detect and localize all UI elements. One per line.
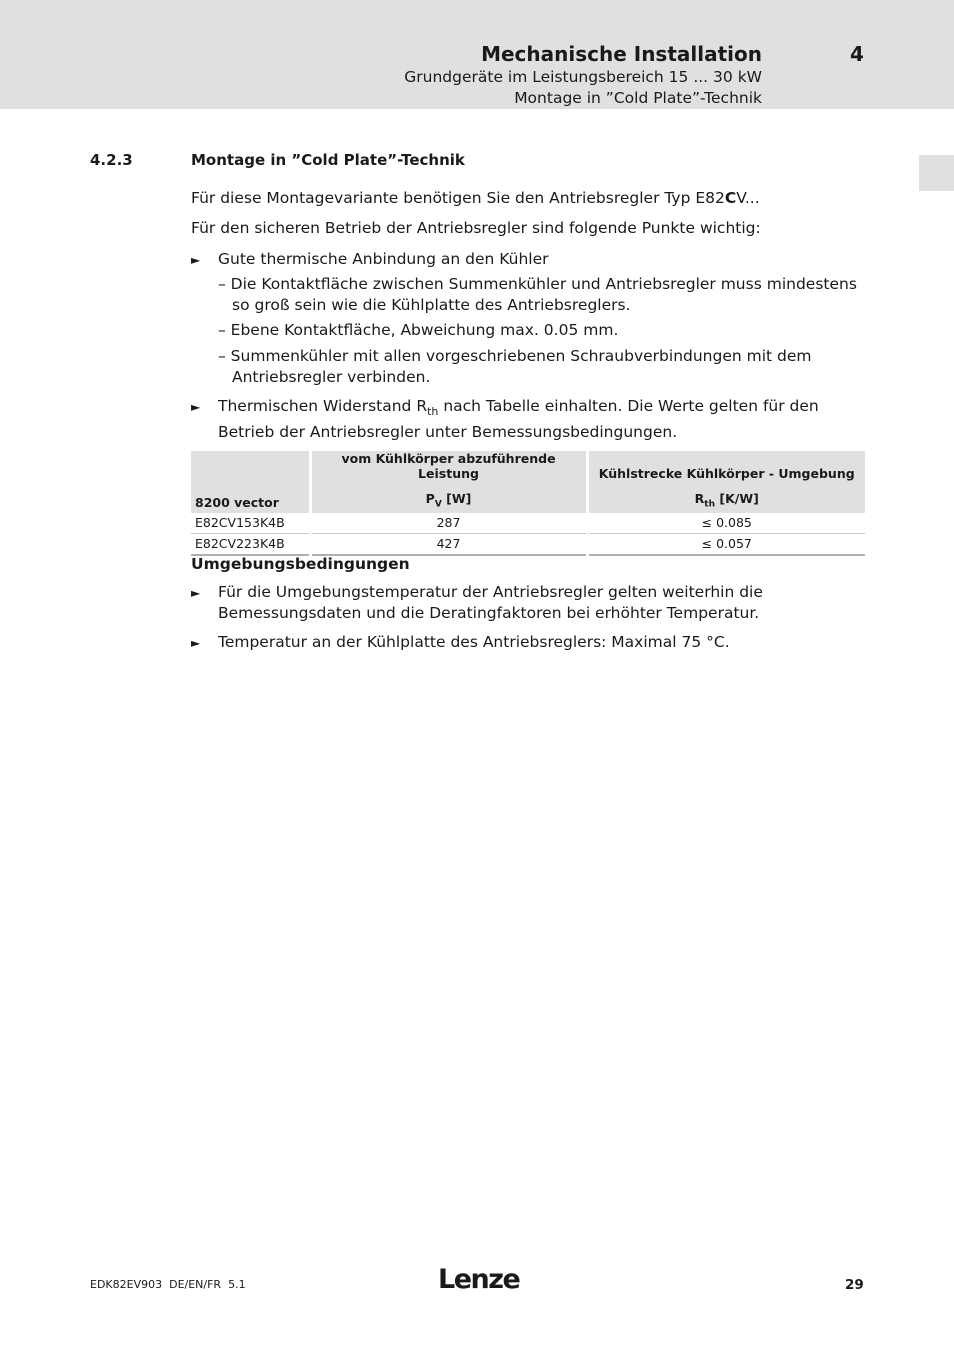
bullet-item-thermal-resistance: Thermischen Widerstand $R_{th}$ nach Tabelle einhalten. Die Werte gelten für den Betrieb der Antriebsregler unter Bemessungsbedingungen. <box>218 397 819 442</box>
thermal-data-table <box>191 451 865 556</box>
column-header-thermal-resistance: Kühlstrecke Kühlkörper - Umgebung $R_{th}$ [K/W] <box>587 451 865 513</box>
header-subtitle-2: Montage in ”Cold Plate”-Technik <box>514 89 762 107</box>
cell-power-loss: 287 <box>310 513 587 534</box>
dash-item-contact-area: – Die Kontaktfläche zwischen Summenkühler und Antriebsregler muss mindestens so groß sein wie die Kühlplatte des Antriebsreglers. <box>218 275 857 314</box>
cell-thermal-resistance: ≤ 0.085 <box>587 513 865 534</box>
footer-document-id: EDK82EV903 DE/EN/FR 5.1 <box>90 1278 246 1291</box>
cell-type: E82CV153K4B <box>191 513 310 534</box>
chapter-number: 4 <box>850 42 864 66</box>
cell-type: E82CV223K4B <box>191 534 310 555</box>
chapter-side-tab <box>919 155 954 191</box>
bullet-triangle-icon: ► <box>191 400 201 414</box>
cell-power-loss: 427 <box>310 534 587 555</box>
bullet-triangle-icon: ► <box>191 636 201 650</box>
intro-paragraph-2: Für den sicheren Betrieb der Antriebsregler sind folgende Punkte wichtig: <box>191 219 761 237</box>
dash-item-flat-surface: – Ebene Kontaktfläche, Abweichung max. 0.05 mm. <box>218 321 619 339</box>
page-number: 29 <box>845 1277 864 1293</box>
table-row <box>191 513 865 534</box>
bullet-item-cooling: Gute thermische Anbindung an den Kühler <box>218 250 549 268</box>
section-title: Montage in ”Cold Plate”-Technik <box>191 151 465 169</box>
bullet-triangle-icon: ► <box>191 586 201 600</box>
cell-thermal-resistance: ≤ 0.057 <box>587 534 865 555</box>
bullet-triangle-icon: ► <box>191 253 201 267</box>
header-title: Mechanische Installation <box>481 42 762 66</box>
header-subtitle-1: Grundgeräte im Leistungsbereich 15 ... 30 kW <box>404 68 762 86</box>
bullet-item-ambient-temperature: Für die Umgebungstemperatur der Antriebsregler gelten weiterhin die Bemessungsdaten und die Deratingfaktoren bei erhöhter Temperatur. <box>218 583 763 622</box>
column-header-power-loss: vom Kühlkörper abzuführende Leistung $P_V$ [W] <box>310 451 587 513</box>
header-band <box>0 0 954 109</box>
section-number: 4.2.3 <box>90 151 133 169</box>
lenze-logo: Lenze <box>438 1264 520 1295</box>
table-row <box>191 534 865 555</box>
table-header-row <box>191 451 865 513</box>
intro-paragraph-1: Für diese Montagevariante benötigen Sie den Antriebsregler Typ E82CV... <box>191 189 760 207</box>
dash-item-screw-connection: – Summenkühler mit allen vorgeschriebenen Schraubverbindungen mit dem Antriebsregler verbinden. <box>218 347 812 386</box>
environment-heading: Umgebungsbedingungen <box>191 555 410 573</box>
bullet-item-coldplate-temperature: Temperatur an der Kühlplatte des Antriebsreglers: Maximal 75 °C. <box>218 633 730 651</box>
column-header-type: 8200 vector <box>191 451 310 513</box>
